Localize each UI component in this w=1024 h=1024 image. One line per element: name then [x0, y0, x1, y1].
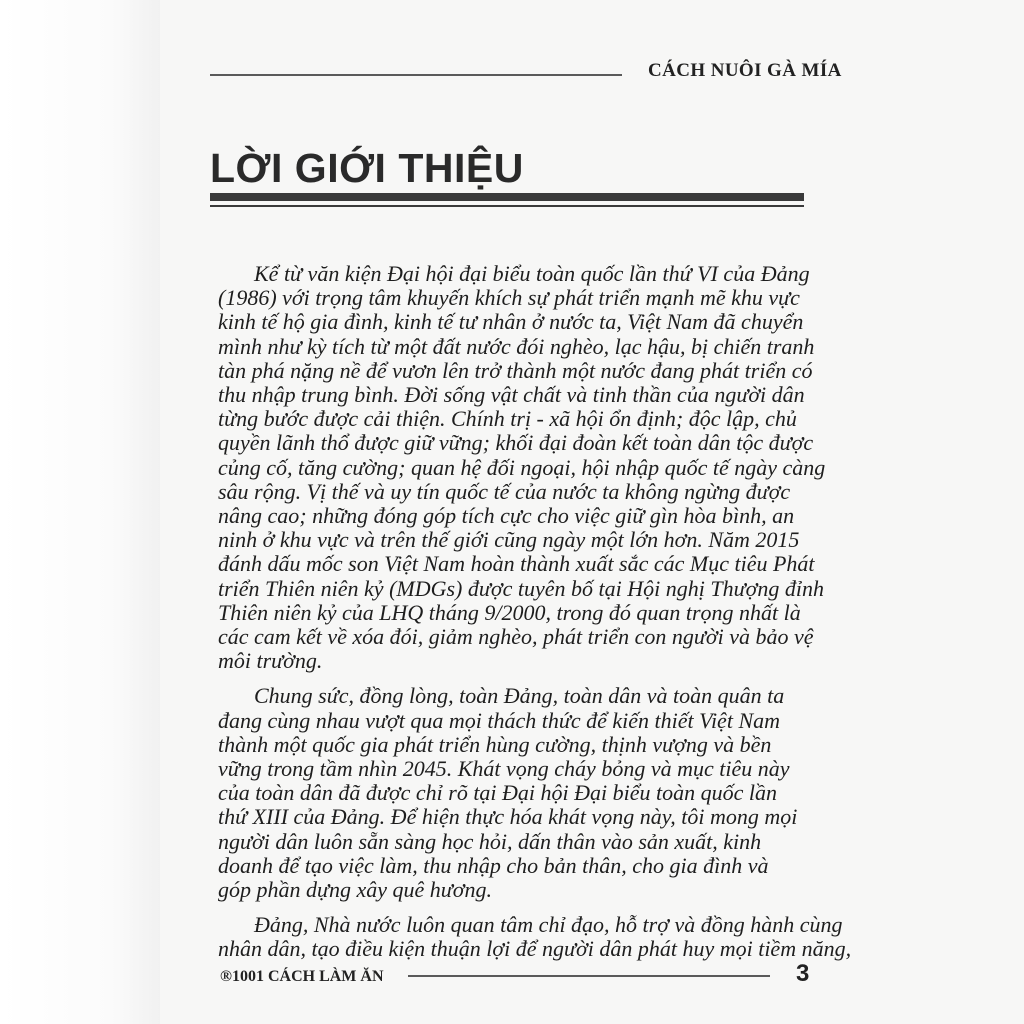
text-line: nâng cao; những đóng góp tích cực cho việc giữ gìn hòa bình, an	[218, 503, 795, 529]
text-line: đánh dấu mốc son Việt Nam hoàn thành xuất sắc các Mục tiêu Phát	[218, 551, 815, 577]
text-line: vững trong tầm nhìn 2045. Khát vọng cháy bỏng và mục tiêu này	[218, 756, 790, 782]
title-underline-thick	[210, 193, 804, 201]
chapter-title: LỜI GIỚI THIỆU	[210, 145, 524, 191]
paragraph-2	[218, 684, 806, 902]
text-line: Chung sức, đồng lòng, toàn Đảng, toàn dân và toàn quân ta	[254, 683, 785, 709]
text-line: Thiên niên kỷ của LHQ tháng 9/2000, trong đó quan trọng nhất là	[218, 599, 801, 625]
text-line: mình như kỳ tích từ một đất nước đói nghèo, lạc hậu, bị chiến tranh	[218, 333, 815, 359]
scan-background	[0, 0, 160, 1024]
page-number: 3	[796, 960, 810, 987]
text-line: đang cùng nhau vượt qua mọi thách thức để kiến thiết Việt Nam	[218, 707, 780, 733]
body-text	[218, 261, 852, 973]
text-line: tàn phá nặng nề để vươn lên trở thành một nước đang phát triển có	[218, 357, 813, 383]
text-line: Đảng, Nhà nước luôn quan tâm chỉ đạo, hỗ trợ và đồng hành cùng	[254, 912, 843, 938]
title-underline-thin	[210, 205, 804, 207]
text-line: thu nhập trung bình. Đời sống vật chất và tinh thần của người dân	[218, 382, 805, 408]
text-line: triển Thiên niên kỷ (MDGs) được tuyên bố tại Hội nghị Thượng đỉnh	[218, 575, 824, 601]
text-line: thứ XIII của Đảng. Để hiện thực hóa khát vọng này, tôi mong mọi	[218, 804, 798, 830]
text-line: quyền lãnh thổ được giữ vững; khối đại đoàn kết toàn dân tộc được	[218, 430, 814, 456]
text-line: củng cố, tăng cường; quan hệ đối ngoại, hội nhập quốc tế ngày càng	[218, 454, 826, 480]
paragraph-3	[218, 912, 852, 962]
text-line: từng bước được cải thiện. Chính trị - xã hội ổn định; độc lập, chủ	[218, 406, 797, 432]
text-line: sâu rộng. Vị thế và uy tín quốc tế của nước ta không ngừng được	[218, 478, 791, 504]
text-line: của toàn dân đã được chỉ rõ tại Đại hội Đại biểu toàn quốc lần	[218, 780, 778, 806]
text-line: ninh ở khu vực và trên thế giới cũng ngày một lớn hơn. Năm 2015	[218, 527, 800, 553]
running-header-title: CÁCH NUÔI GÀ MÍA	[648, 60, 842, 81]
text-line: các cam kết về xóa đói, giảm nghèo, phát triển con người và bảo vệ	[218, 624, 814, 650]
text-line: người dân luôn sẵn sàng học hỏi, dấn thân vào sản xuất, kinh	[218, 828, 762, 854]
header-rule	[210, 74, 622, 76]
footer-rule	[408, 975, 770, 977]
text-line: (1986) với trọng tâm khuyến khích sự phát triển mạnh mẽ khu vực	[218, 285, 800, 311]
text-line: kinh tế hộ gia đình, kinh tế tư nhân ở nước ta, Việt Nam đã chuyển	[218, 309, 804, 335]
text-line: nhân dân, tạo điều kiện thuận lợi để người dân phát huy mọi tiềm năng,	[218, 936, 852, 962]
text-line: Kể từ văn kiện Đại hội đại biểu toàn quốc lần thứ VI của Đảng	[254, 261, 810, 286]
text-line: thành một quốc gia phát triển hùng cường, thịnh vượng và bền	[218, 731, 772, 757]
text-line: doanh để tạo việc làm, thu nhập cho bản thân, cho gia đình và	[218, 852, 769, 878]
footer-series-title: ®1001 CÁCH LÀM ĂN	[220, 968, 384, 985]
text-line: môi trường.	[218, 648, 323, 674]
text-line: góp phần dựng xây quê hương.	[218, 877, 493, 903]
paragraph-1	[218, 261, 826, 674]
